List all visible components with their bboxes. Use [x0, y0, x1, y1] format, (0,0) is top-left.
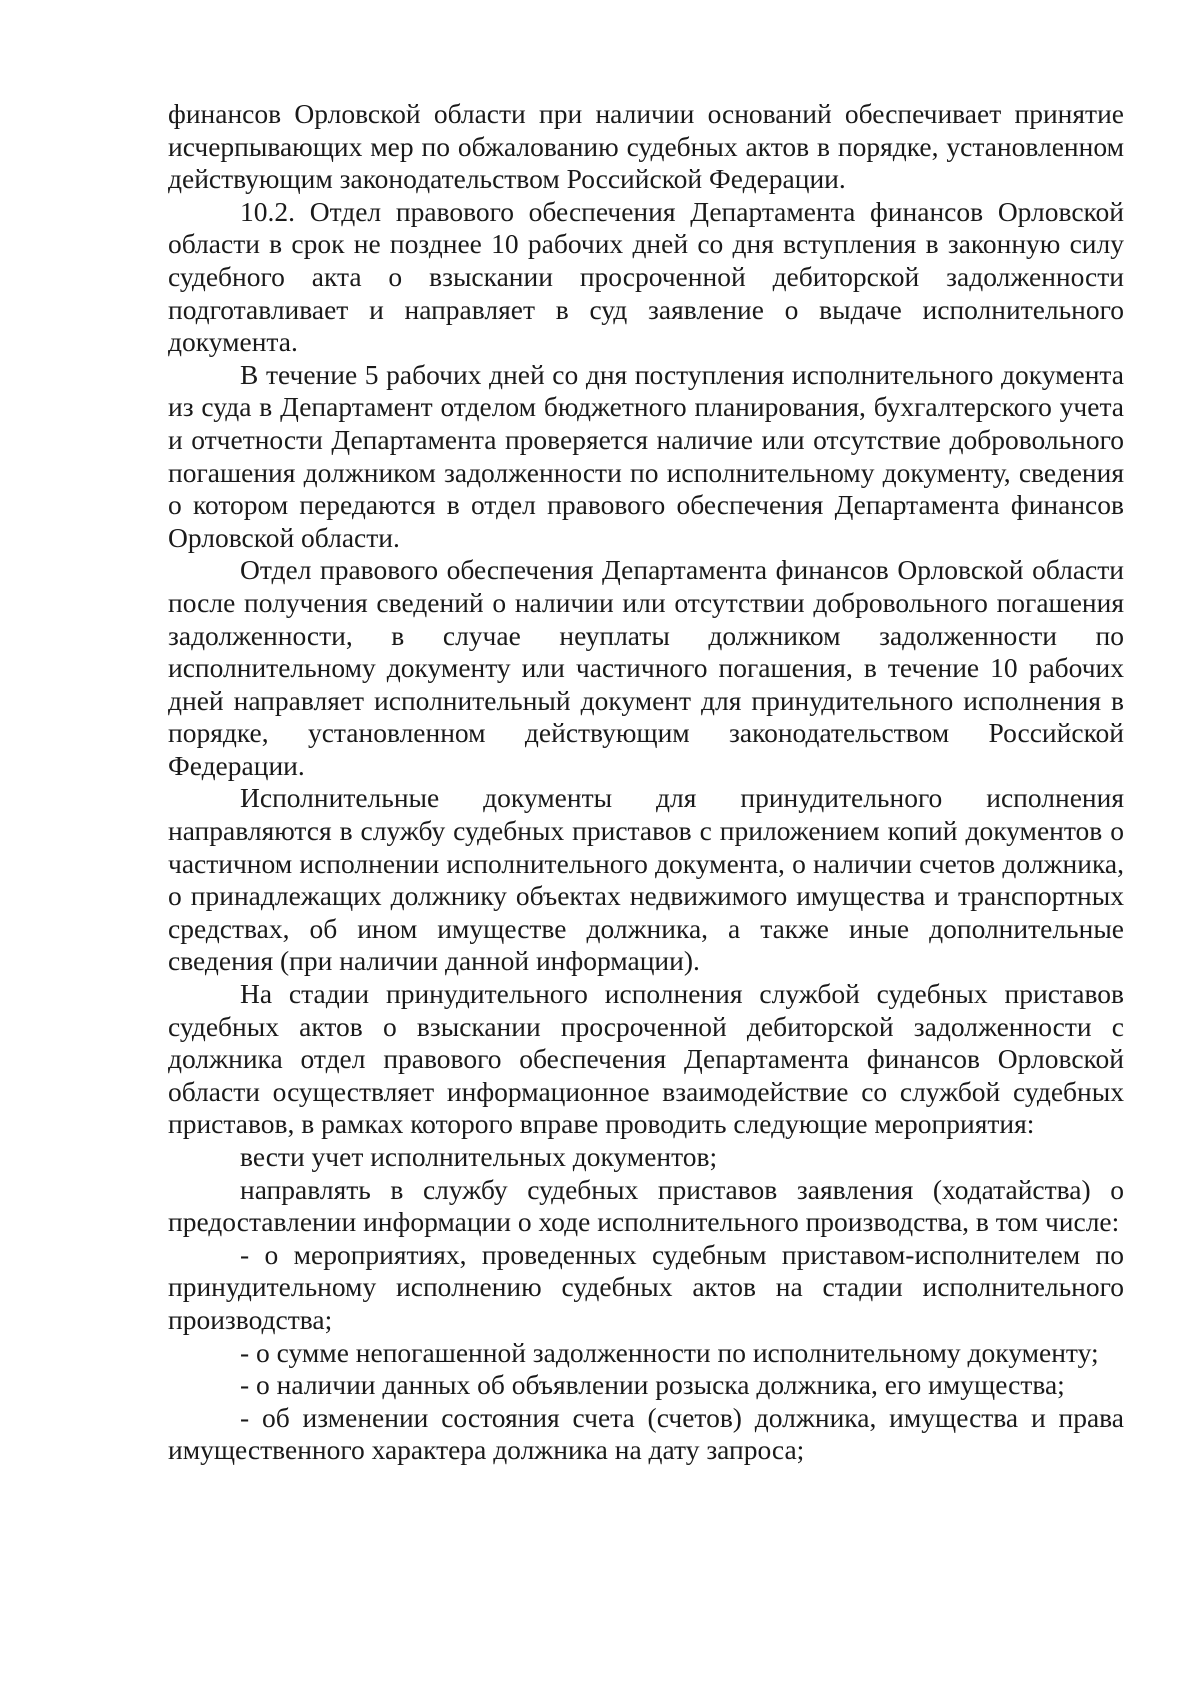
document-page — [168, 98, 1124, 1467]
list-item-record-keeping: вести учет исполнительных документов; — [240, 1141, 718, 1172]
paragraph-10-2: 10.2. Отдел правового обеспечения Департамента финансов Орловской области в срок не позднее 10 рабочих дней со дня вступления в законную силу судебного акта о взыскании просроченной дебиторской задолженности подготавливает и направляет в суд заявление о выдаче исполнительного документа. — [168, 195, 1124, 358]
sublist-item-bailiff-measures: - о мероприятиях, проведенных судебным приставом-исполнителем по принудительному исполнению судебных актов на стадии исполнительного производства; — [168, 1238, 1124, 1335]
sublist-item-outstanding-amount: - о сумме непогашенной задолженности по исполнительному документу; — [240, 1336, 1099, 1368]
paragraph-bailiff-attachments: Исполнительные документы для принудительного исполнения направляются в службу судебных приставов с приложением копий документов о частичном исполнении исполнительного документа, о наличии счетов должника, о принадлежащих должнику объектах недвижимого имущества и транспортных средствах, об ином имуществе должника, а также иные дополнительные сведения (при наличии данной информации). — [168, 782, 1124, 977]
paragraph-enforcement-referral: Отдел правового обеспечения Департамента финансов Орловской области после получения сведений о наличии или отсутствии добровольного погашения задолженности, в случае неуплаты должником задолженности по исполнительному документу или частичного погашения, в течение 10 рабочих дней направляет исполнительный документ для принудительного исполнения в порядке, установленном действующим законодательством Российской Федерации. — [168, 554, 1124, 781]
paragraph-appeal-continuation: финансов Орловской области при наличии оснований обеспечивает принятие исчерпывающих мер по обжалованию судебных актов в порядке, установленном действующим законодательством Российской Федерации. — [168, 98, 1124, 195]
sublist-item-account-changes: - об изменении состояния счета (счетов) должника, имущества и права имущественного характера должника на дату запроса; — [168, 1401, 1124, 1466]
paragraph-information-interaction: На стадии принудительного исполнения службой судебных приставов судебных актов о взыскании просроченной дебиторской задолженности с должника отдел правового обеспечения Департамента финансов Орловской области осуществляет информационное взаимодействие со службой судебных приставов, в рамках которого вправе проводить следующие мероприятия: — [168, 978, 1124, 1140]
paragraph-voluntary-repayment-check: В течение 5 рабочих дней со дня поступления исполнительного документа из суда в Департамент отделом бюджетного планирования, бухгалтерского учета и отчетности Департамента проверяется наличие или отсутствие добровольного погашения должником задолженности по исполнительному документу, сведения о котором передаются в отдел правового обеспечения Департамента финансов Орловской области. — [168, 358, 1124, 553]
list-item-send-requests: направлять в службу судебных приставов заявления (ходатайства) о предоставлении информации о ходе исполнительного производства, в том числе: — [168, 1173, 1124, 1238]
sublist-item-debtor-search: - о наличии данных об объявлении розыска должника, его имущества; — [240, 1369, 1065, 1401]
